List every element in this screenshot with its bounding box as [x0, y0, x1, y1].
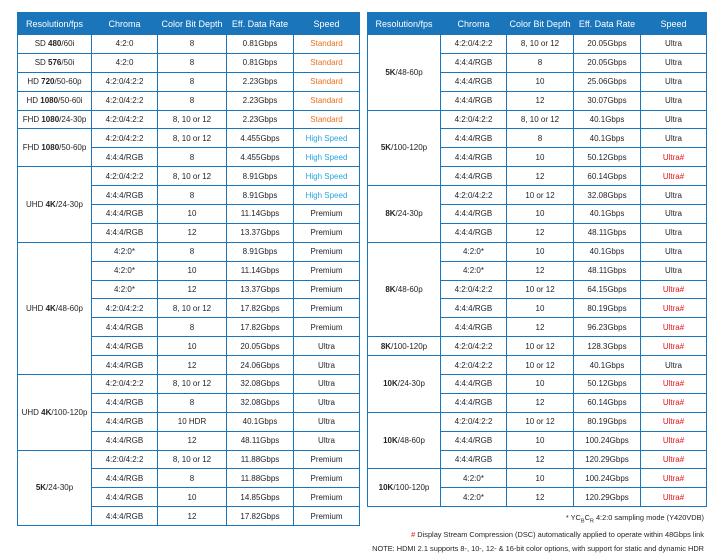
speed-cell: Premium: [294, 450, 360, 469]
speed-cell: Premium: [294, 205, 360, 224]
bit-depth-cell: 8, 10 or 12: [507, 110, 574, 129]
bit-depth-cell: 8, 10 or 12: [158, 299, 227, 318]
speed-cell: Ultra#: [641, 450, 707, 469]
resolution-cell: 5K/24-30p: [18, 450, 92, 526]
speed-cell: Ultra: [641, 186, 707, 205]
data-rate-cell: 24.06Gbps: [227, 356, 294, 375]
speed-cell: Standard: [294, 91, 360, 110]
speed-cell: Ultra#: [641, 431, 707, 450]
chroma-cell: 4:2:0/4:2:2: [92, 110, 158, 129]
data-rate-cell: 11.88Gbps: [227, 469, 294, 488]
speed-cell: Ultra: [294, 412, 360, 431]
data-rate-cell: 20.05Gbps: [574, 53, 641, 72]
chroma-cell: 4:2:0*: [92, 242, 158, 261]
data-rate-cell: 2.23Gbps: [227, 110, 294, 129]
speed-cell: Ultra: [294, 375, 360, 394]
data-rate-cell: 80.19Gbps: [574, 412, 641, 431]
speed-cell: Ultra: [294, 393, 360, 412]
table-header-row: [18, 13, 360, 35]
bit-depth-cell: 12: [158, 507, 227, 526]
bit-depth-cell: 10: [507, 469, 574, 488]
bit-depth-cell: 10: [507, 148, 574, 167]
speed-cell: Ultra#: [641, 280, 707, 299]
table-row: [368, 469, 707, 488]
bit-depth-cell: 12: [158, 223, 227, 242]
chroma-cell: 4:4:4/RGB: [441, 318, 507, 337]
table-body-left: [18, 35, 360, 526]
speed-cell: Premium: [294, 488, 360, 507]
chroma-cell: 4:2:0/4:2:2: [92, 299, 158, 318]
speed-cell: Premium: [294, 280, 360, 299]
data-rate-cell: 20.05Gbps: [227, 337, 294, 356]
bit-depth-cell: 12: [507, 318, 574, 337]
data-rate-cell: 17.82Gbps: [227, 299, 294, 318]
chroma-cell: 4:4:4/RGB: [92, 393, 158, 412]
table-header-row: [368, 13, 707, 35]
data-rate-cell: 2.23Gbps: [227, 72, 294, 91]
speed-cell: Ultra#: [641, 488, 707, 507]
data-rate-cell: 13.37Gbps: [227, 223, 294, 242]
chroma-cell: 4:4:4/RGB: [92, 469, 158, 488]
data-rate-cell: 50.12Gbps: [574, 375, 641, 394]
header-resolution: Resolution/fps: [368, 13, 441, 35]
chroma-cell: 4:4:4/RGB: [92, 205, 158, 224]
table-row: [368, 110, 707, 129]
resolution-cell: SD 480/60i: [18, 35, 92, 54]
bit-depth-cell: 8: [158, 186, 227, 205]
data-rate-cell: 17.82Gbps: [227, 318, 294, 337]
data-rate-cell: 32.08Gbps: [227, 393, 294, 412]
data-rate-cell: 40.1Gbps: [574, 129, 641, 148]
table-row: [18, 167, 360, 186]
bit-depth-cell: 12: [507, 91, 574, 110]
speed-cell: Ultra: [641, 129, 707, 148]
footnote-note: NOTE: HDMI 2.1 supports 8-, 10-, 12- & 16-bit color options, with support for static and dynamic HDR: [372, 544, 704, 554]
resolution-cell: HD 720/50-60p: [18, 72, 92, 91]
resolution-cell: 8K/24-30p: [368, 186, 441, 243]
chroma-cell: 4:4:4/RGB: [441, 299, 507, 318]
chroma-cell: 4:2:0*: [92, 280, 158, 299]
chroma-cell: 4:4:4/RGB: [441, 91, 507, 110]
chroma-cell: 4:2:0/4:2:2: [441, 356, 507, 375]
header-chroma: Chroma: [441, 13, 507, 35]
table-row: [18, 375, 360, 394]
chroma-cell: 4:2:0/4:2:2: [441, 35, 507, 54]
resolution-cell: 5K/100-120p: [368, 110, 441, 186]
speed-cell: Ultra#: [641, 375, 707, 394]
data-rate-cell: 60.14Gbps: [574, 167, 641, 186]
table-row: [18, 110, 360, 129]
data-rate-cell: 60.14Gbps: [574, 393, 641, 412]
speed-cell: Ultra#: [641, 167, 707, 186]
data-rate-cell: 0.81Gbps: [227, 35, 294, 54]
bit-depth-cell: 8: [507, 53, 574, 72]
bit-depth-cell: 8, 10 or 12: [158, 375, 227, 394]
footnote-ycbcr: * $YC_BC_R$ 4:2:0 sampling mode (Y420VDB): [565, 513, 704, 525]
bit-depth-cell: 8, 10 or 12: [507, 35, 574, 54]
chroma-cell: 4:4:4/RGB: [441, 375, 507, 394]
speed-cell: Ultra: [641, 53, 707, 72]
data-rate-cell: 32.08Gbps: [574, 186, 641, 205]
bit-depth-cell: 10 or 12: [507, 412, 574, 431]
data-rate-cell: 40.1Gbps: [574, 356, 641, 375]
speed-cell: Ultra: [294, 356, 360, 375]
data-rate-cell: 14.85Gbps: [227, 488, 294, 507]
chroma-cell: 4:2:0/4:2:2: [92, 450, 158, 469]
header-color-bit-depth: Color Bit Depth: [158, 13, 227, 35]
bit-depth-cell: 8: [158, 242, 227, 261]
table-row: [368, 337, 707, 356]
resolution-cell: 8K/100-120p: [368, 337, 441, 356]
chroma-cell: 4:4:4/RGB: [441, 431, 507, 450]
speed-cell: Ultra: [641, 91, 707, 110]
bit-depth-cell: 8: [158, 318, 227, 337]
bit-depth-cell: 10: [507, 242, 574, 261]
speed-cell: Ultra: [641, 72, 707, 91]
chroma-cell: 4:4:4/RGB: [441, 148, 507, 167]
bit-depth-cell: 12: [507, 167, 574, 186]
chroma-cell: 4:2:0*: [441, 242, 507, 261]
data-rate-cell: 25.06Gbps: [574, 72, 641, 91]
chroma-cell: 4:2:0: [92, 53, 158, 72]
chroma-cell: 4:4:4/RGB: [441, 393, 507, 412]
bit-depth-cell: 8: [507, 129, 574, 148]
speed-cell: Ultra#: [641, 148, 707, 167]
bit-depth-cell: 10: [158, 488, 227, 507]
bit-depth-cell: 12: [158, 356, 227, 375]
hdmi-format-table-left: [17, 12, 360, 526]
table-row: [368, 242, 707, 261]
bit-depth-cell: 12: [507, 223, 574, 242]
speed-cell: Ultra#: [641, 412, 707, 431]
data-rate-cell: 8.91Gbps: [227, 167, 294, 186]
chroma-cell: 4:2:0/4:2:2: [441, 186, 507, 205]
resolution-cell: 10K/100-120p: [368, 469, 441, 507]
speed-cell: Ultra#: [641, 337, 707, 356]
speed-cell: Ultra#: [641, 393, 707, 412]
resolution-cell: UHD 4K/24-30p: [18, 167, 92, 243]
bit-depth-cell: 8: [158, 72, 227, 91]
data-rate-cell: 40.1Gbps: [574, 205, 641, 224]
resolution-cell: HD 1080/50-60i: [18, 91, 92, 110]
speed-cell: Standard: [294, 110, 360, 129]
resolution-cell: UHD 4K/48-60p: [18, 242, 92, 374]
speed-cell: Standard: [294, 35, 360, 54]
data-rate-cell: 2.23Gbps: [227, 91, 294, 110]
data-rate-cell: 17.82Gbps: [227, 507, 294, 526]
chroma-cell: 4:4:4/RGB: [92, 356, 158, 375]
bit-depth-cell: 10 or 12: [507, 337, 574, 356]
bit-depth-cell: 8: [158, 35, 227, 54]
bit-depth-cell: 10: [507, 72, 574, 91]
table-row: [368, 412, 707, 431]
chroma-cell: 4:4:4/RGB: [92, 412, 158, 431]
speed-cell: Ultra#: [641, 318, 707, 337]
footnotes: [372, 511, 704, 556]
speed-cell: High Speed: [294, 129, 360, 148]
chroma-cell: 4:4:4/RGB: [441, 72, 507, 91]
bit-depth-cell: 10: [507, 431, 574, 450]
bit-depth-cell: 12: [158, 431, 227, 450]
chroma-cell: 4:4:4/RGB: [441, 450, 507, 469]
bit-depth-cell: 8: [158, 469, 227, 488]
data-rate-cell: 32.08Gbps: [227, 375, 294, 394]
table-row: [18, 53, 360, 72]
speed-cell: Premium: [294, 261, 360, 280]
data-rate-cell: 11.14Gbps: [227, 205, 294, 224]
table-body-right: [368, 35, 707, 507]
chroma-cell: 4:2:0/4:2:2: [441, 337, 507, 356]
bit-depth-cell: 8, 10 or 12: [158, 110, 227, 129]
data-rate-cell: 40.1Gbps: [574, 242, 641, 261]
bit-depth-cell: 10: [158, 261, 227, 280]
bit-depth-cell: 10 HDR: [158, 412, 227, 431]
chroma-cell: 4:2:0/4:2:2: [92, 167, 158, 186]
speed-cell: Ultra#: [641, 299, 707, 318]
bit-depth-cell: 8, 10 or 12: [158, 167, 227, 186]
chroma-cell: 4:2:0/4:2:2: [92, 375, 158, 394]
data-rate-cell: 80.19Gbps: [574, 299, 641, 318]
speed-cell: Ultra#: [641, 469, 707, 488]
chroma-cell: 4:4:4/RGB: [92, 431, 158, 450]
data-rate-cell: 40.1Gbps: [227, 412, 294, 431]
data-rate-cell: 48.11Gbps: [574, 223, 641, 242]
chroma-cell: 4:4:4/RGB: [92, 318, 158, 337]
header-color-bit-depth: Color Bit Depth: [507, 13, 574, 35]
header-data-rate: Eff. Data Rate: [227, 13, 294, 35]
speed-cell: Ultra: [641, 261, 707, 280]
chroma-cell: 4:2:0*: [441, 261, 507, 280]
data-rate-cell: 120.29Gbps: [574, 450, 641, 469]
bit-depth-cell: 10: [158, 337, 227, 356]
data-rate-cell: 8.91Gbps: [227, 242, 294, 261]
speed-cell: Ultra: [294, 337, 360, 356]
chroma-cell: 4:4:4/RGB: [92, 488, 158, 507]
speed-cell: Ultra: [641, 110, 707, 129]
data-rate-cell: 13.37Gbps: [227, 280, 294, 299]
chroma-cell: 4:2:0*: [92, 261, 158, 280]
header-speed: Speed: [641, 13, 707, 35]
bit-depth-cell: 12: [507, 488, 574, 507]
chroma-cell: 4:2:0/4:2:2: [441, 412, 507, 431]
table-row: [18, 450, 360, 469]
resolution-cell: 10K/24-30p: [368, 356, 441, 413]
bit-depth-cell: 10 or 12: [507, 186, 574, 205]
bit-depth-cell: 10: [158, 205, 227, 224]
resolution-cell: FHD 1080/50-60p: [18, 129, 92, 167]
resolution-cell: 10K/48-60p: [368, 412, 441, 469]
bit-depth-cell: 10 or 12: [507, 280, 574, 299]
resolution-cell: SD 576/50i: [18, 53, 92, 72]
speed-cell: Ultra: [641, 356, 707, 375]
speed-cell: Ultra: [641, 242, 707, 261]
data-rate-cell: 11.14Gbps: [227, 261, 294, 280]
bit-depth-cell: 10 or 12: [507, 356, 574, 375]
speed-cell: Premium: [294, 507, 360, 526]
table-row: [368, 186, 707, 205]
data-rate-cell: 0.81Gbps: [227, 53, 294, 72]
header-data-rate: Eff. Data Rate: [574, 13, 641, 35]
speed-cell: Ultra: [294, 431, 360, 450]
resolution-cell: FHD 1080/24-30p: [18, 110, 92, 129]
chroma-cell: 4:4:4/RGB: [441, 223, 507, 242]
table-row: [18, 72, 360, 91]
bit-depth-cell: 10: [507, 375, 574, 394]
chroma-cell: 4:4:4/RGB: [441, 167, 507, 186]
hdmi-format-table-right: [367, 12, 707, 507]
chroma-cell: 4:2:0*: [441, 469, 507, 488]
bit-depth-cell: 12: [158, 280, 227, 299]
bit-depth-cell: 8, 10 or 12: [158, 450, 227, 469]
footnote-dsc: # Display Stream Compression (DSC) automatically applied to operate within 48Gbps link: [411, 530, 704, 540]
data-rate-cell: 120.29Gbps: [574, 488, 641, 507]
bit-depth-cell: 8: [158, 91, 227, 110]
speed-cell: Standard: [294, 53, 360, 72]
chroma-cell: 4:2:0/4:2:2: [92, 129, 158, 148]
bit-depth-cell: 12: [507, 261, 574, 280]
chroma-cell: 4:2:0: [92, 35, 158, 54]
data-rate-cell: 4.455Gbps: [227, 148, 294, 167]
speed-cell: Premium: [294, 223, 360, 242]
bit-depth-cell: 8: [158, 393, 227, 412]
chroma-cell: 4:2:0/4:2:2: [441, 110, 507, 129]
speed-cell: High Speed: [294, 186, 360, 205]
header-speed: Speed: [294, 13, 360, 35]
data-rate-cell: 48.11Gbps: [574, 261, 641, 280]
speed-cell: Premium: [294, 318, 360, 337]
header-resolution: Resolution/fps: [18, 13, 92, 35]
speed-cell: Premium: [294, 469, 360, 488]
speed-cell: High Speed: [294, 148, 360, 167]
speed-cell: Premium: [294, 299, 360, 318]
chroma-cell: 4:4:4/RGB: [92, 223, 158, 242]
data-rate-cell: 100.24Gbps: [574, 469, 641, 488]
data-rate-cell: 100.24Gbps: [574, 431, 641, 450]
data-rate-cell: 11.88Gbps: [227, 450, 294, 469]
chroma-cell: 4:4:4/RGB: [441, 129, 507, 148]
bit-depth-cell: 10: [507, 205, 574, 224]
data-rate-cell: 20.05Gbps: [574, 35, 641, 54]
speed-cell: Ultra: [641, 35, 707, 54]
data-rate-cell: 64.15Gbps: [574, 280, 641, 299]
bit-depth-cell: 10: [507, 299, 574, 318]
bit-depth-cell: 8: [158, 148, 227, 167]
data-rate-cell: 48.11Gbps: [227, 431, 294, 450]
speed-cell: High Speed: [294, 167, 360, 186]
table-row: [368, 35, 707, 54]
table-row: [18, 242, 360, 261]
chroma-cell: 4:4:4/RGB: [441, 53, 507, 72]
resolution-cell: 8K/48-60p: [368, 242, 441, 336]
data-rate-cell: 50.12Gbps: [574, 148, 641, 167]
data-rate-cell: 128.3Gbps: [574, 337, 641, 356]
resolution-cell: 5K/48-60p: [368, 35, 441, 111]
data-rate-cell: 8.91Gbps: [227, 186, 294, 205]
data-rate-cell: 40.1Gbps: [574, 110, 641, 129]
chroma-cell: 4:2:0/4:2:2: [441, 280, 507, 299]
speed-cell: Ultra: [641, 223, 707, 242]
table-row: [368, 356, 707, 375]
bit-depth-cell: 8: [158, 53, 227, 72]
chroma-cell: 4:4:4/RGB: [92, 148, 158, 167]
chroma-cell: 4:2:0*: [441, 488, 507, 507]
bit-depth-cell: 12: [507, 393, 574, 412]
chroma-cell: 4:4:4/RGB: [441, 205, 507, 224]
bit-depth-cell: 12: [507, 450, 574, 469]
chroma-cell: 4:4:4/RGB: [92, 186, 158, 205]
speed-cell: Premium: [294, 242, 360, 261]
data-rate-cell: 96.23Gbps: [574, 318, 641, 337]
table-row: [18, 129, 360, 148]
header-chroma: Chroma: [92, 13, 158, 35]
speed-cell: Ultra: [641, 205, 707, 224]
resolution-cell: UHD 4K/100-120p: [18, 375, 92, 451]
chroma-cell: 4:2:0/4:2:2: [92, 91, 158, 110]
chroma-cell: 4:4:4/RGB: [92, 337, 158, 356]
data-rate-cell: 4.455Gbps: [227, 129, 294, 148]
table-row: [18, 35, 360, 54]
chroma-cell: 4:4:4/RGB: [92, 507, 158, 526]
bit-depth-cell: 8, 10 or 12: [158, 129, 227, 148]
chroma-cell: 4:2:0/4:2:2: [92, 72, 158, 91]
data-rate-cell: 30.07Gbps: [574, 91, 641, 110]
speed-cell: Standard: [294, 72, 360, 91]
table-row: [18, 91, 360, 110]
